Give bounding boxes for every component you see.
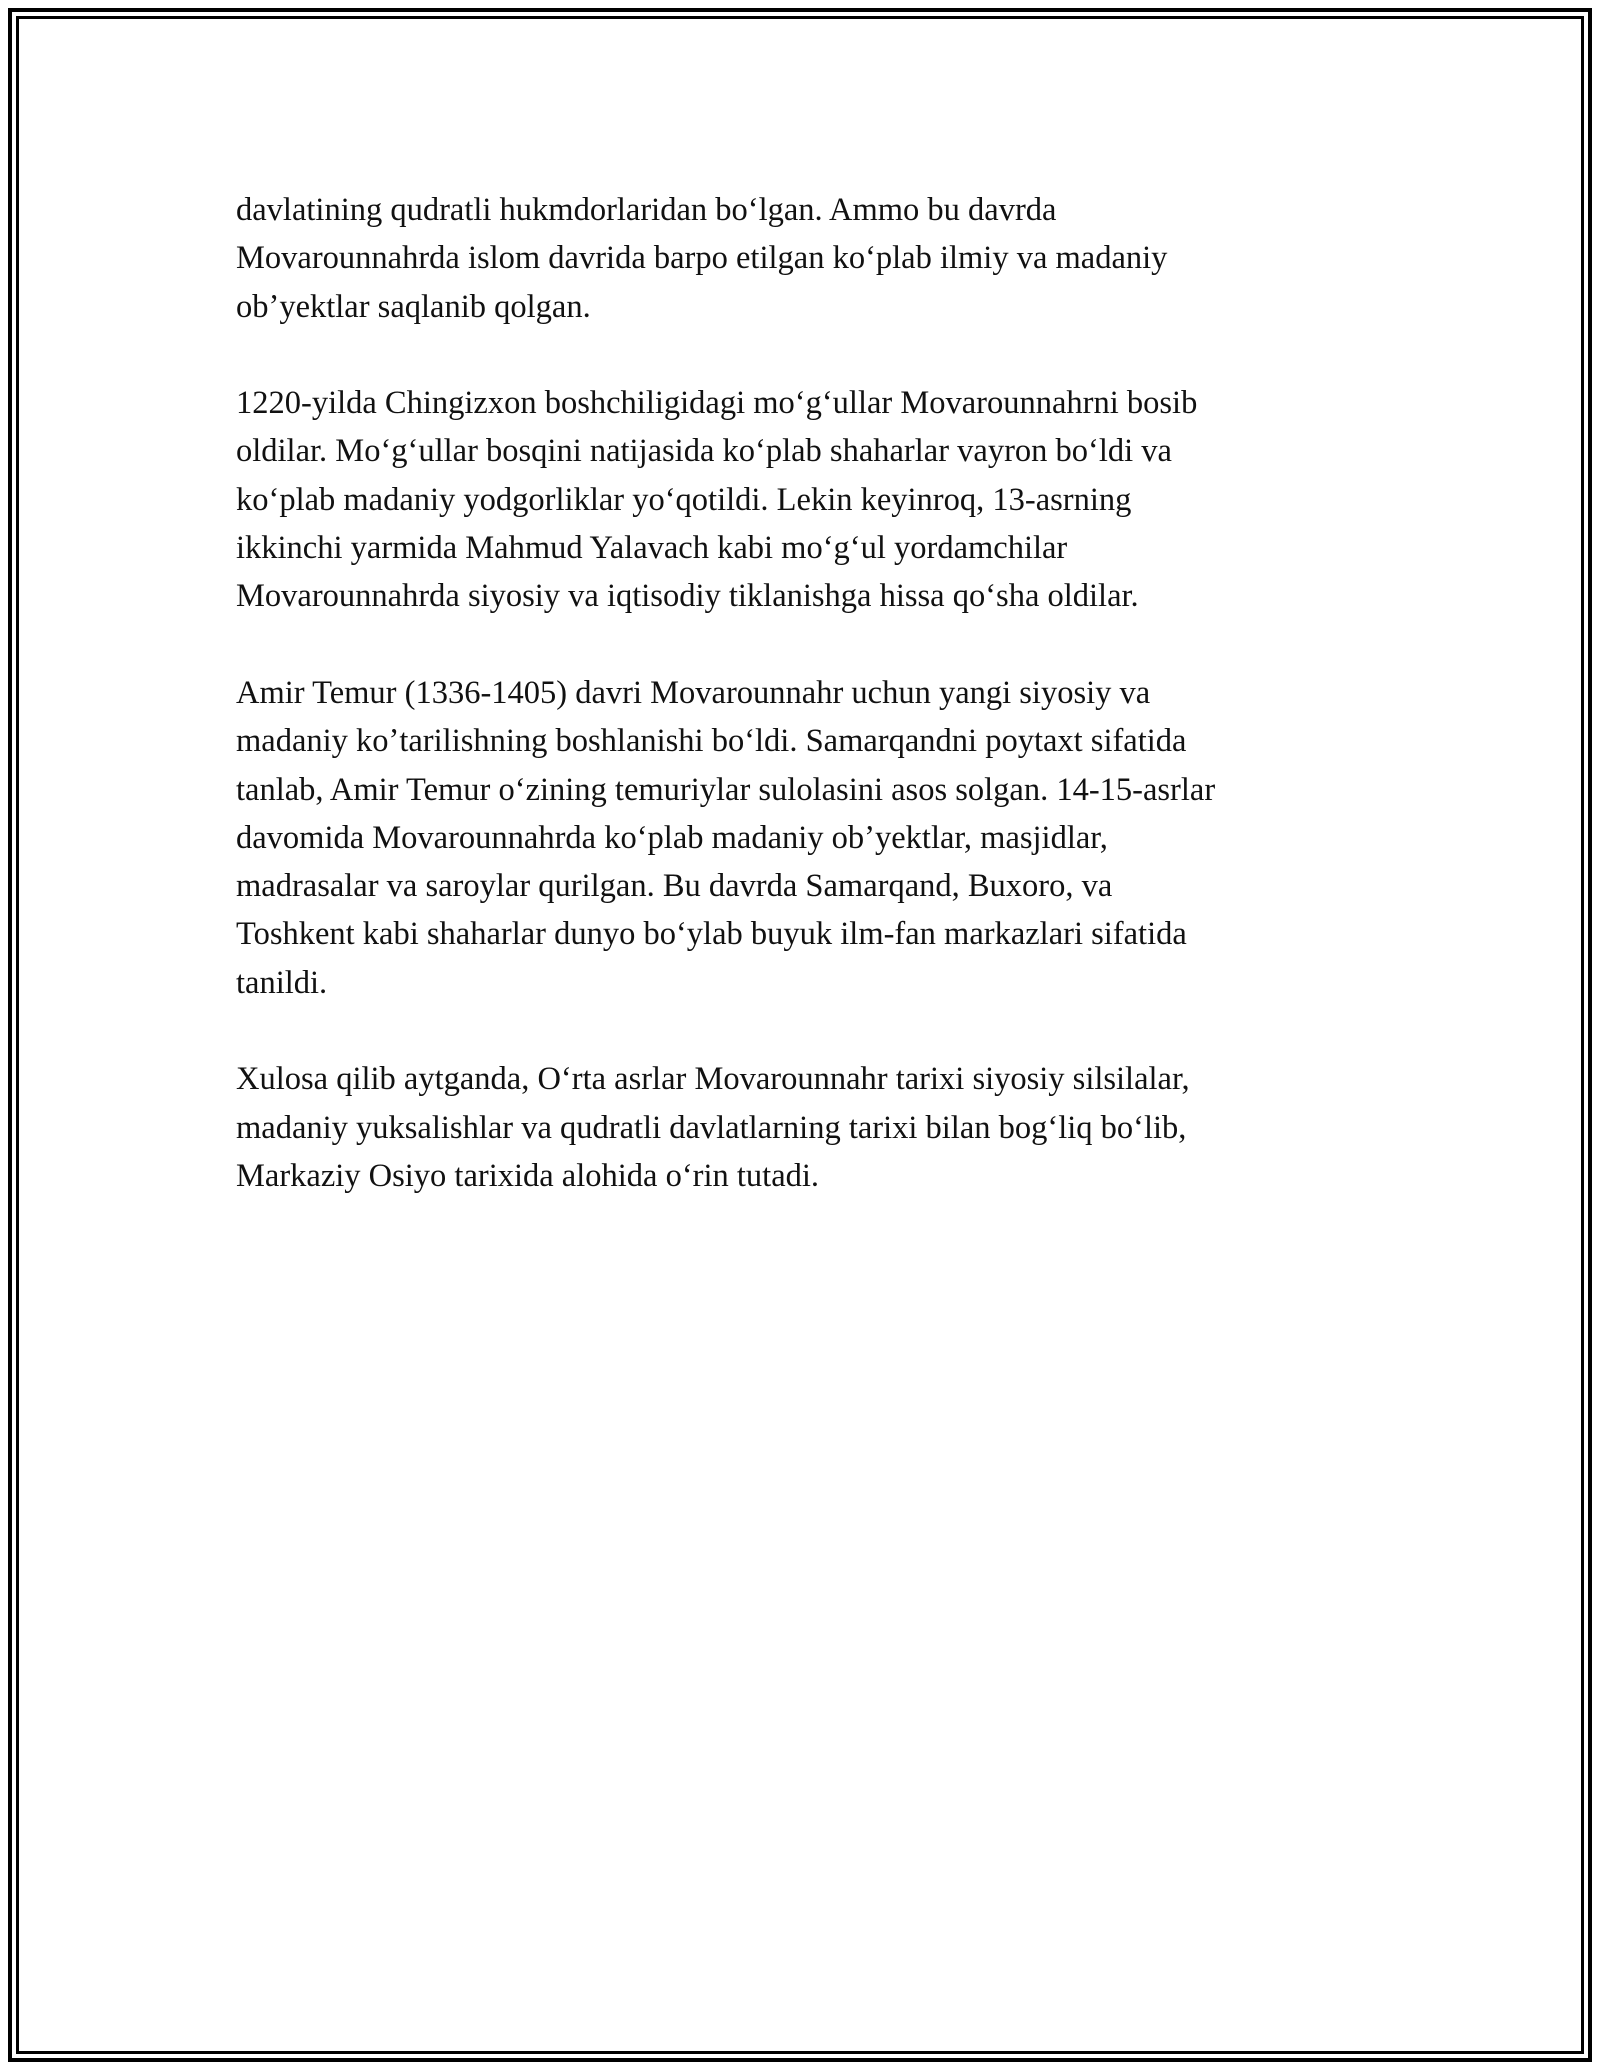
document-body xyxy=(236,186,1356,1249)
text-line: madrasalar va saroylar qurilgan. Bu davrda Samarqand, Buxoro, va xyxy=(236,868,1113,905)
text-line: obʼyektlar saqlanib qolgan. xyxy=(236,288,591,325)
text-line: tanildi. xyxy=(236,964,328,1001)
text-line: madaniy yuksalishlar va qudratli davlatlarning tarixi bilan bogʻliq boʻlib, xyxy=(236,1109,1187,1146)
text-line: Amir Temur (1336-1405) davri Movarounnahr uchun yangi siyosiy va xyxy=(236,674,1151,711)
text-line: Movarounnahrda islom davrida barpo etilgan koʻplab ilmiy va madaniy xyxy=(236,240,1168,277)
paragraph xyxy=(236,186,1356,331)
text-line: 1220-yilda Chingizxon boshchiligidagi moʻgʻullar Movarounnahrni bosib xyxy=(236,385,1198,422)
text-line: koʻplab madaniy yodgorliklar yoʻqotildi. Lekin keyinroq, 13-asrning xyxy=(236,481,1132,518)
text-line: tanlab, Amir Temur oʻzining temuriylar sulolasini asos solgan. 14-15-asrlar xyxy=(236,771,1216,808)
text-line: oldilar. Moʻgʻullar bosqini natijasida koʻplab shaharlar vayron boʻldi va xyxy=(236,433,1172,470)
text-line: Toshkent kabi shaharlar dunyo boʻylab buyuk ilm-fan markazlari sifatida xyxy=(236,916,1187,953)
text-line: davlatining qudratli hukmdorlaridan boʻlgan. Ammo bu davrda xyxy=(236,192,1057,228)
text-line: Movarounnahrda siyosiy va iqtisodiy tiklanishga hissa qoʻsha oldilar. xyxy=(236,578,1139,615)
text-line: davomida Movarounnahrda koʻplab madaniy obʼyektlar, masjidlar, xyxy=(236,819,1108,856)
text-line: Markaziy Osiyo tarixida alohida oʻrin tutadi. xyxy=(236,1157,820,1194)
text-line: madaniy koʼtarilishning boshlanishi boʻldi. Samarqandni poytaxt sifatida xyxy=(236,723,1187,760)
text-line: Xulosa qilib aytganda, Oʻrta asrlar Movarounnahr tarixi siyosiy silsilalar, xyxy=(236,1061,1190,1098)
text-line: ikkinchi yarmida Mahmud Yalavach kabi moʻgʻul yordamchilar xyxy=(236,530,1068,567)
paragraph xyxy=(236,1055,1356,1200)
paragraph xyxy=(236,379,1356,620)
paragraph xyxy=(236,669,1356,1007)
